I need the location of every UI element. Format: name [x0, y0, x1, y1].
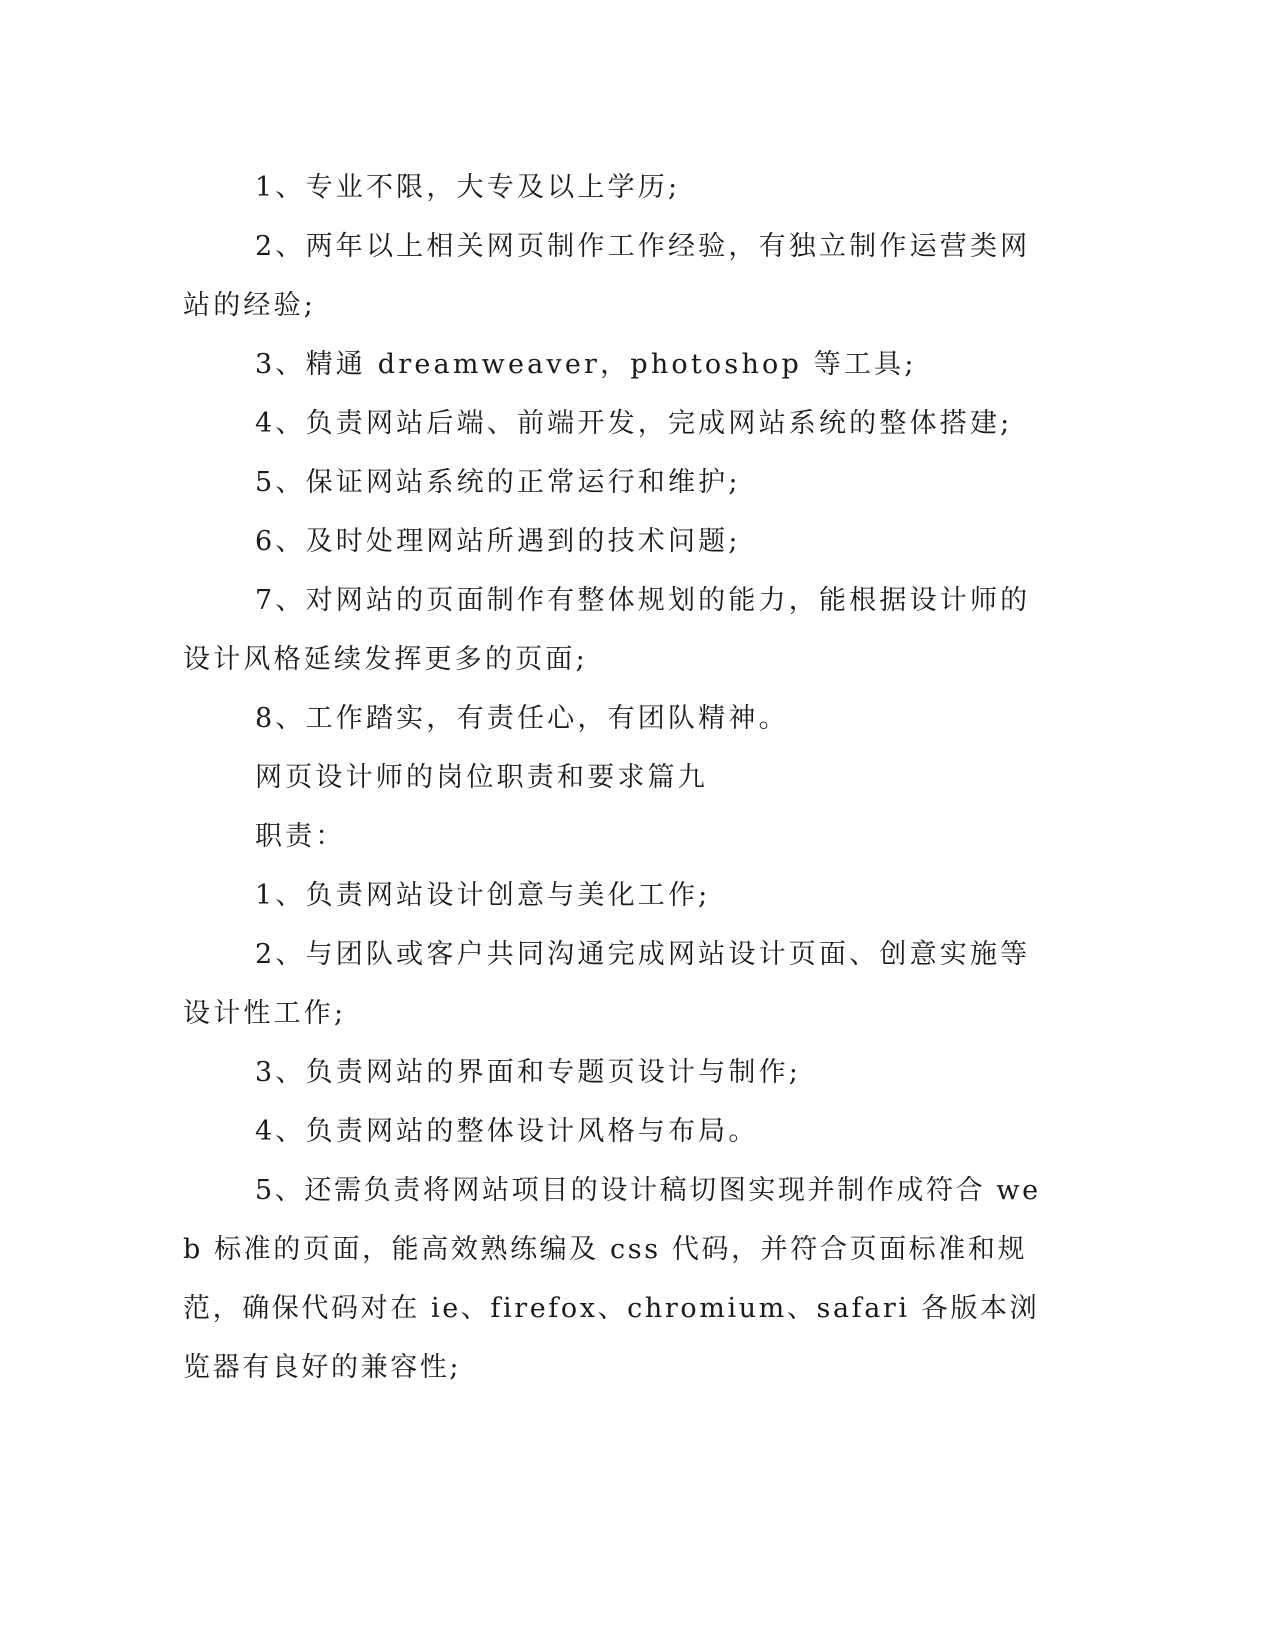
paragraph-requirement-6: 6、及时处理网站所遇到的技术问题;	[255, 526, 741, 557]
paragraph-requirement-8: 8、工作踏实，有责任心，有团队精神。	[255, 703, 789, 734]
paragraph-requirement-1: 1、专业不限，大专及以上学历;	[255, 172, 681, 203]
paragraph-requirement-2: 2、两年以上相关网页制作工作经验，有独立制作运营类网站的经验;	[183, 231, 1031, 321]
document-body	[183, 158, 1043, 1397]
paragraph-duty-1: 1、负责网站设计创意与美化工作;	[255, 880, 711, 911]
duties-label: 职责：	[255, 821, 346, 852]
section-heading: 网页设计师的岗位职责和要求篇九	[255, 762, 708, 793]
paragraph-requirement-4: 4、负责网站后端、前端开发，完成网站系统的整体搭建;	[255, 408, 1013, 439]
paragraph-duty-5: 5、还需负责将网站项目的设计稿切图实现并制作成符合 web 标准的页面，能高效熟练编及 css 代码，并符合页面标准和规范，确保代码对在 ie、firefox、chromium、safari 各版本浏览器有良好的兼容性;	[183, 1175, 1041, 1383]
paragraph-requirement-7: 7、对网站的页面制作有整体规划的能力，能根据设计师的设计风格延续发挥更多的页面;	[183, 585, 1031, 675]
paragraph-requirement-3: 3、精通 dreamweaver，photoshop 等工具;	[255, 349, 917, 380]
paragraph-requirement-5: 5、保证网站系统的正常运行和维护;	[255, 467, 741, 498]
paragraph-duty-2: 2、与团队或客户共同沟通完成网站设计页面、创意实施等设计性工作;	[183, 939, 1031, 1029]
paragraph-duty-3: 3、负责网站的界面和专题页设计与制作;	[255, 1057, 802, 1088]
paragraph-duty-4: 4、负责网站的整体设计风格与布局。	[255, 1116, 759, 1147]
